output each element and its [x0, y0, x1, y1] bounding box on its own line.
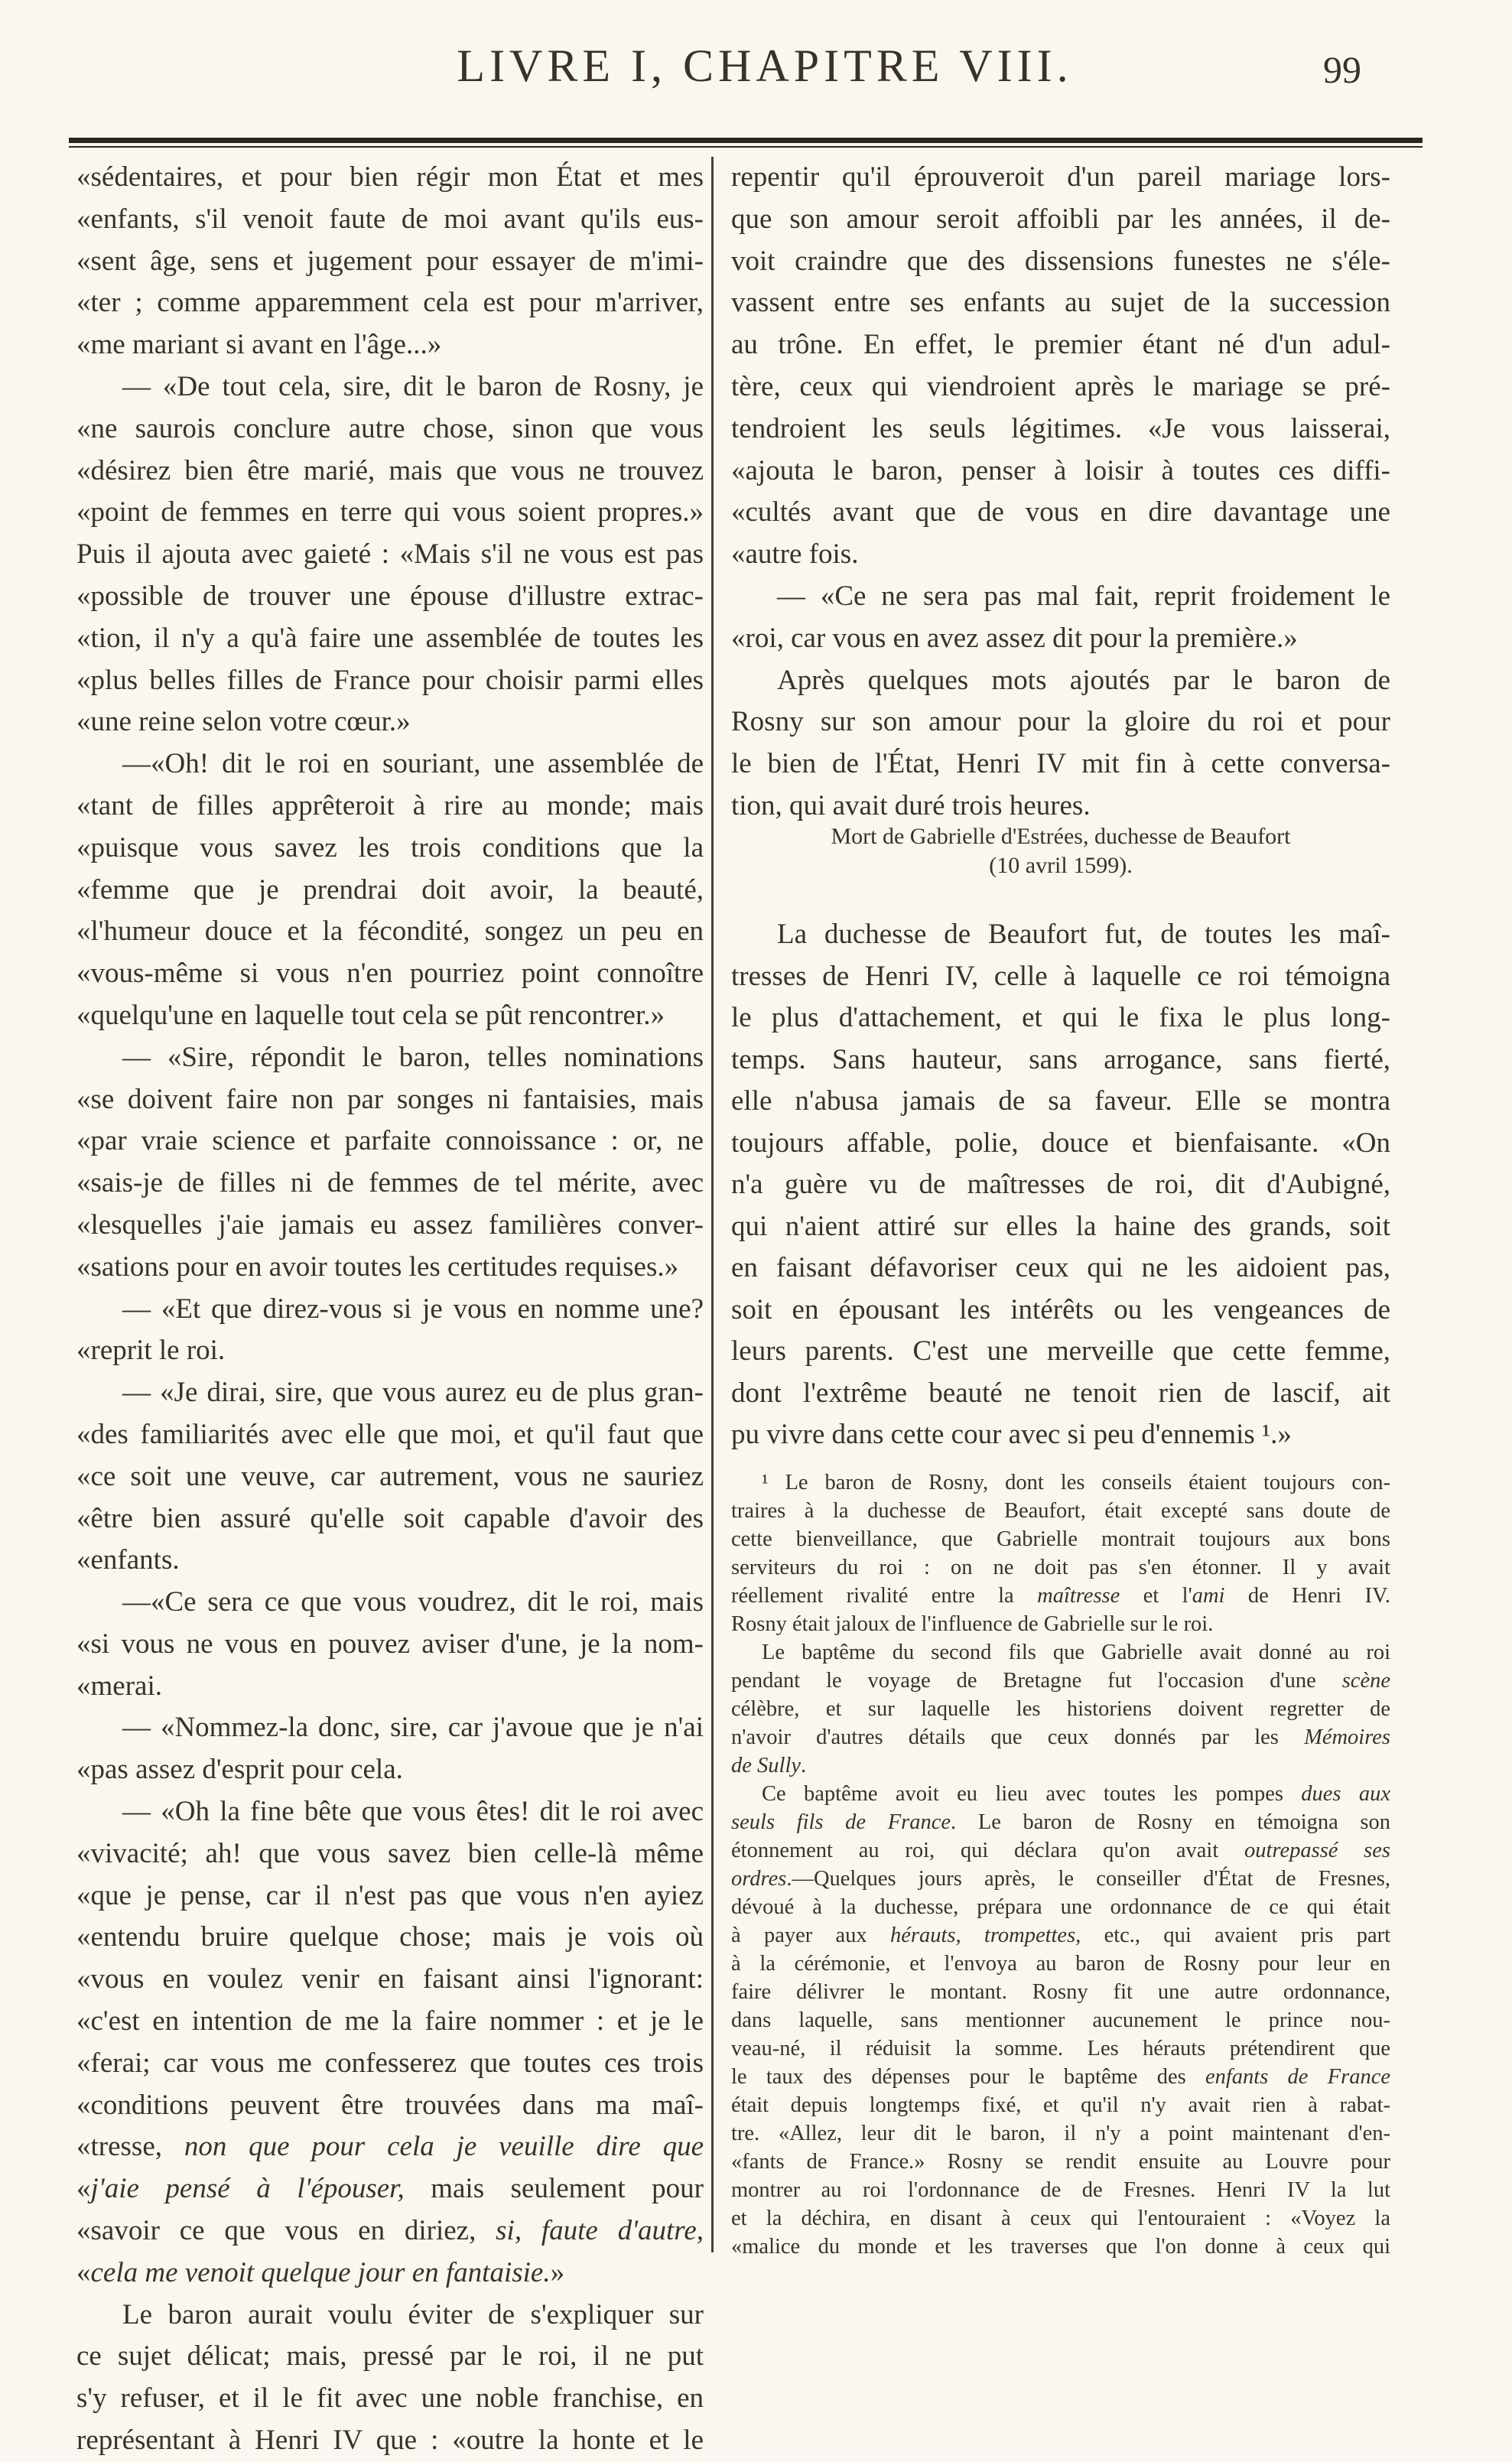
text-segment: étonnement au roi, qui déclara qu'on avait [731, 1839, 1244, 1862]
right-column-body [731, 914, 1390, 1456]
text-line: Après quelques mots ajoutés par le baron de [777, 664, 1390, 696]
text-line: «sent âge, sens et jugement pour essayer de m'imi- [76, 245, 704, 277]
text-line: «l'humeur douce et la fécondité, songez un peu en [76, 916, 704, 948]
text-line: Rosny sur son amour pour la gloire du roi et pour [731, 706, 1390, 738]
text-segment: le taux des dépenses pour le baptême des [731, 2065, 1205, 2089]
text-line [731, 2063, 1390, 2091]
text-line: «ajouta le baron, penser à loisir à toutes ces diffi- [731, 454, 1390, 486]
paragraph [731, 1468, 1390, 1638]
italic-text: scène [1341, 1669, 1390, 1693]
text-line: cette bienveillance, que Gabrielle montrait toujours aux bons [731, 1527, 1390, 1551]
text-line: voit craindre que des dissensions funestes ne s'éle- [731, 245, 1390, 277]
text-line [731, 1921, 1390, 1950]
text-line: ce sujet délicat; mais, pressé par le roi, il ne put [76, 2340, 704, 2373]
column-separator [711, 157, 714, 2252]
text-line: «autre fois. [731, 538, 859, 571]
text-segment: pendant le voyage de Bretagne fut l'occasion d'une [731, 1669, 1342, 1693]
paragraph [731, 576, 1390, 660]
text-line: vassent entre ses enfants au sujet de la succession [731, 287, 1390, 319]
text-line: «tant de filles apprêteroit à rire au monde; mais [76, 789, 704, 821]
text-line: traires à la duchesse de Beaufort, était excepté sans doute de [731, 1499, 1390, 1523]
text-line: «puisque vous savez les trois conditions que la [76, 831, 704, 863]
paragraph [76, 1372, 704, 1582]
text-line: La duchesse de Beaufort fut, de toutes les maî- [777, 919, 1390, 950]
text-line: à la cérémonie, et l'envoya au baron de Rosny pour leur en [731, 1952, 1390, 1976]
text-line: tresses de Henri IV, celle à laquelle ce roi témoigna [731, 960, 1390, 992]
text-line [731, 1667, 1390, 1695]
text-line: «cultés avant que de vous en dire davantage une [731, 496, 1390, 529]
italic-text: de Sully [731, 1754, 802, 1777]
section-heading [731, 822, 1390, 880]
text-line [731, 1865, 1390, 1893]
text-line: «lesquelles j'aie jamais eu assez familières conver- [76, 1208, 704, 1241]
italic-text: outrepassé ses [1244, 1839, 1391, 1862]
text-line: Rosny était jaloux de l'influence de Gabrielle sur le roi. [731, 1612, 1214, 1636]
italic-text: maîtresse [1037, 1584, 1120, 1608]
paragraph [731, 1780, 1390, 2261]
text-line: «plus belles filles de France pour choisir parmi elles [76, 664, 704, 696]
italic-text: j'aie pensé à l'épouser, [90, 2173, 405, 2205]
text-line: — «Oh la fine bête que vous êtes! dit le roi avec [122, 1796, 704, 1828]
text-segment: . [801, 1754, 807, 1777]
paragraph [76, 2295, 704, 2462]
text-line: elle n'abusa jamais de sa faveur. Elle se montra [731, 1085, 1390, 1117]
text-line: en faisant défavoriser ceux qui ne les aidoient pas, [731, 1252, 1390, 1283]
text-line: «ferai; car vous me confesserez que toutes ces trois [76, 2047, 704, 2079]
text-line: «sations pour en avoir toutes les certitudes requises.» [76, 1251, 679, 1283]
text-line: «se doivent faire non par songes ni fantaisies, mais [76, 1083, 704, 1115]
text-line: —«Oh! dit le roi en souriant, une assemblée de [122, 748, 704, 780]
paragraph [76, 366, 704, 743]
text-line: tendroient les seuls légitimes. «Je vous laisserai, [731, 412, 1390, 444]
text-line: Le baptême du second fils que Gabrielle avait donné au roi [762, 1641, 1390, 1664]
text-line: qui n'aient attiré sur elles la haine des grands, soit [731, 1210, 1390, 1242]
header-rule-thin [69, 146, 1423, 148]
text-line: «enfants. [76, 1544, 180, 1576]
text-line: «sédentaires, et pour bien régir mon État et mes [76, 161, 704, 193]
text-line: célèbre, et sur laquelle les historiens doivent regretter de [731, 1697, 1390, 1721]
text-line: Le baron aurait voulu éviter de s'expliquer sur [122, 2298, 704, 2330]
text-line: montrer au roi l'ordonnance de de Fresnes. Henri IV la lut [731, 2178, 1390, 2202]
text-line: et la déchira, en disant à ceux qui l'entouraient : «Voyez la [731, 2207, 1390, 2230]
text-line: «merai. [76, 1670, 162, 1702]
paragraph [731, 660, 1390, 828]
text-segment: Ce baptême avoit eu lieu avec toutes les pompes [762, 1782, 1302, 1806]
text-segment: » [550, 2256, 565, 2288]
text-line: veau-né, il réduisit la somme. Les hérauts prétendirent que [731, 2037, 1390, 2060]
italic-text: ami [1192, 1584, 1225, 1608]
text-line: «vivacité; ah! que vous savez bien celle-là même [76, 1837, 704, 1869]
text-line [76, 2210, 704, 2252]
text-line: «quelqu'une en laquelle tout cela se pût rencontrer.» [76, 999, 665, 1031]
italic-text: hérauts, trompettes, [889, 1924, 1081, 1947]
section-title: Mort de Gabrielle d'Estrées, duchesse de Beaufort [831, 824, 1291, 849]
text-line: — «Je dirai, sire, que vous aurez eu de plus gran- [122, 1377, 704, 1409]
text-line: Puis il ajouta avec gaieté : «Mais s'il ne vous est pas [76, 538, 704, 571]
paragraph [76, 1791, 704, 2295]
text-line: «enfants, s'il venoit faute de moi avant qu'ils eus- [76, 203, 704, 235]
paragraph [731, 914, 1390, 1456]
text-line [76, 2126, 704, 2168]
text-line: «ter ; comme apparemment cela est pour m'arriver, [76, 287, 704, 319]
text-line: dans laquelle, sans mentionner aucunement le prince nou- [731, 2008, 1390, 2032]
text-segment: «tresse, [76, 2131, 184, 2163]
text-line: «ce soit une veuve, car autrement, vous ne sauriez [76, 1460, 704, 1492]
text-line: «vous-même si vous n'en pourriez point connoître [76, 958, 704, 990]
right-column-top [731, 157, 1390, 828]
header-rule [69, 138, 1423, 143]
text-line: au trône. En effet, le premier étant né d'un adul- [731, 329, 1390, 361]
text-line: «point de femmes en terre qui vous soient propres.» [76, 496, 704, 529]
text-line: soit en épousant les intérêts ou les vengeances de [731, 1293, 1390, 1325]
text-line: —«Ce sera ce que vous voudrez, dit le roi, mais [122, 1586, 704, 1618]
text-segment: et l' [1120, 1584, 1192, 1608]
text-line: le bien de l'État, Henri IV mit fin à cette conversa- [731, 748, 1390, 780]
text-line: serviteurs du roi : on ne doit pas s'en étonner. Il y avait [731, 1556, 1390, 1579]
text-line: toujours affable, polie, douce et bienfaisante. «On [731, 1127, 1390, 1159]
text-line: — «Ce ne sera pas mal fait, reprit froidement le [777, 580, 1390, 612]
text-line [731, 1723, 1390, 1751]
text-line: — «Nommez-la donc, sire, car j'avoue que je n'ai [122, 1712, 704, 1744]
text-line: dont l'extrême beauté ne tenoit rien de lascif, ait [731, 1377, 1390, 1409]
text-line: «si vous ne vous en pouvez aviser d'une, je la nom- [76, 1628, 704, 1660]
text-line: «reprit le roi. [76, 1335, 226, 1367]
text-line: ¹ Le baron de Rosny, dont les conseils étaient toujours con- [762, 1471, 1390, 1494]
text-line [731, 1751, 1390, 1780]
text-line: — «De tout cela, sire, dit le baron de Rosny, je [122, 370, 704, 402]
italic-text: si, faute d'autre, [496, 2215, 704, 2247]
text-line [76, 2168, 704, 2210]
text-line: «entendu bruire quelque chose; mais je vois où [76, 1921, 704, 1953]
text-line: n'a guère vu de maîtresses de roi, dit d'Aubigné, [731, 1169, 1390, 1200]
text-segment: .—Quelques jours après, le conseiller d'État de Fresnes, [786, 1867, 1390, 1891]
text-line: s'y refuser, et il le fit avec une noble franchise, en [76, 2382, 704, 2415]
italic-text: ordres [731, 1867, 787, 1891]
text-segment: mais seulement pour [404, 2173, 704, 2205]
text-line [731, 1582, 1390, 1610]
text-line: «des familiarités avec elle que moi, et qu'il faut que [76, 1418, 704, 1450]
text-line: «désirez bien être marié, mais que vous ne trouvez [76, 454, 704, 486]
text-line: leurs parents. C'est une merveille que cette femme, [731, 1335, 1390, 1367]
text-line: «c'est en intention de me la faire nommer : et je le [76, 2005, 704, 2038]
text-segment: de Henri IV. [1224, 1584, 1390, 1608]
text-line: tion, qui avait duré trois heures. [731, 789, 1091, 821]
text-line [731, 1780, 1390, 1808]
text-segment: . Le baron de Rosny en témoigna son [951, 1810, 1391, 1834]
italic-text: cela me venoit quelque jour en fantaisie. [90, 2256, 551, 2288]
text-segment: à payer aux [731, 1924, 890, 1947]
italic-text: dues aux [1301, 1782, 1390, 1806]
text-line: «vous en voulez venir en faisant ainsi l'ignorant: [76, 1963, 704, 1995]
text-line: tre. «Allez, leur dit le baron, il n'y a point maintenant d'en- [731, 2122, 1390, 2145]
italic-text: enfants de France [1205, 2065, 1391, 2089]
text-line: que son amour seroit affoibli par les années, il de- [731, 203, 1390, 235]
page-number: 99 [1323, 48, 1361, 91]
footnotes [731, 1468, 1390, 2261]
text-line: «possible de trouver une épouse d'illustre extrac- [76, 580, 704, 612]
text-line: «que je pense, car il n'est pas que vous n'en ayiez [76, 1879, 704, 1911]
text-segment: etc., qui avaient pris part [1081, 1924, 1391, 1947]
text-line: dévoué à la duchesse, prépara une ordonnance de ce qui était [731, 1895, 1390, 1919]
text-line [731, 1836, 1390, 1865]
chapter-title: LIVRE I, CHAPITRE VIII. [457, 41, 1073, 91]
text-segment: réellement rivalité entre la [731, 1584, 1038, 1608]
paragraph [76, 743, 704, 1037]
paragraph [76, 1037, 704, 1289]
text-line: — «Sire, répondit le baron, telles nominations [122, 1041, 704, 1073]
paragraph [76, 157, 704, 366]
text-line: pu vivre dans cette cour avec si peu d'ennemis ¹.» [731, 1419, 1292, 1450]
text-line: «roi, car vous en avez assez dit pour la première.» [731, 622, 1298, 654]
text-line: «conditions peuvent être trouvées dans ma maî- [76, 2089, 704, 2121]
italic-text: non que pour cela je veuille dire que [184, 2131, 704, 2163]
text-line: — «Et que direz-vous si je vous en nomme une? [122, 1293, 704, 1325]
text-segment: « [76, 2256, 91, 2288]
paragraph [731, 157, 1390, 576]
text-line: «par vraie science et parfaite connoissance : or, ne [76, 1125, 704, 1157]
text-line: «malice du monde et les traverses que l'on donne à ceux qui [731, 2235, 1390, 2259]
text-line: «femme que je prendrai doit avoir, la beauté, [76, 873, 704, 906]
text-line: «être bien assuré qu'elle soit capable d'avoir des [76, 1502, 704, 1534]
text-line: repentir qu'il éprouveroit d'un pareil mariage lors- [731, 161, 1390, 193]
text-line: «sais-je de filles ni de femmes de tel mérite, avec [76, 1167, 704, 1199]
text-line: le plus d'attachement, et qui le fixa le plus long- [731, 1002, 1390, 1033]
text-segment: «savoir ce que vous en diriez, [76, 2215, 496, 2247]
text-line: «une reine selon votre cœur.» [76, 706, 411, 738]
text-line: temps. Sans hauteur, sans arrogance, sans fierté, [731, 1043, 1390, 1075]
text-line [76, 2252, 704, 2295]
text-line: «ne saurois conclure autre chose, sinon que vous [76, 412, 704, 444]
text-line: «tion, il n'y a qu'à faire une assemblée de toutes les [76, 622, 704, 654]
paragraph [731, 1638, 1390, 1780]
paragraph [76, 1289, 704, 1373]
paragraph [76, 1707, 704, 1791]
text-segment: « [76, 2173, 91, 2205]
text-line [731, 1808, 1390, 1836]
text-line: «me mariant si avant en l'âge...» [76, 329, 442, 361]
italic-text: Mémoires [1304, 1725, 1390, 1749]
text-line: représentant à Henri IV que : «outre la honte et le [76, 2425, 704, 2457]
text-segment: n'avoir d'autres détails que ceux donnés par les [731, 1725, 1305, 1749]
text-line: «pas assez d'esprit pour cela. [76, 1754, 403, 1786]
section-date: (10 avril 1599). [989, 853, 1133, 878]
text-line: tère, ceux qui viendroient après le mariage se pré- [731, 370, 1390, 402]
paragraph [76, 1582, 704, 1707]
text-line: était depuis longtemps fixé, et qu'il n'y avait rien à rabat- [731, 2093, 1390, 2117]
text-line: «fants de France.» Rosny se rendit ensuite au Louvre pour [731, 2150, 1390, 2174]
left-column [76, 157, 704, 2462]
italic-text: seuls fils de France [731, 1810, 951, 1834]
text-line: faire délivrer le montant. Rosny fit une autre ordonnance, [731, 1980, 1390, 2004]
